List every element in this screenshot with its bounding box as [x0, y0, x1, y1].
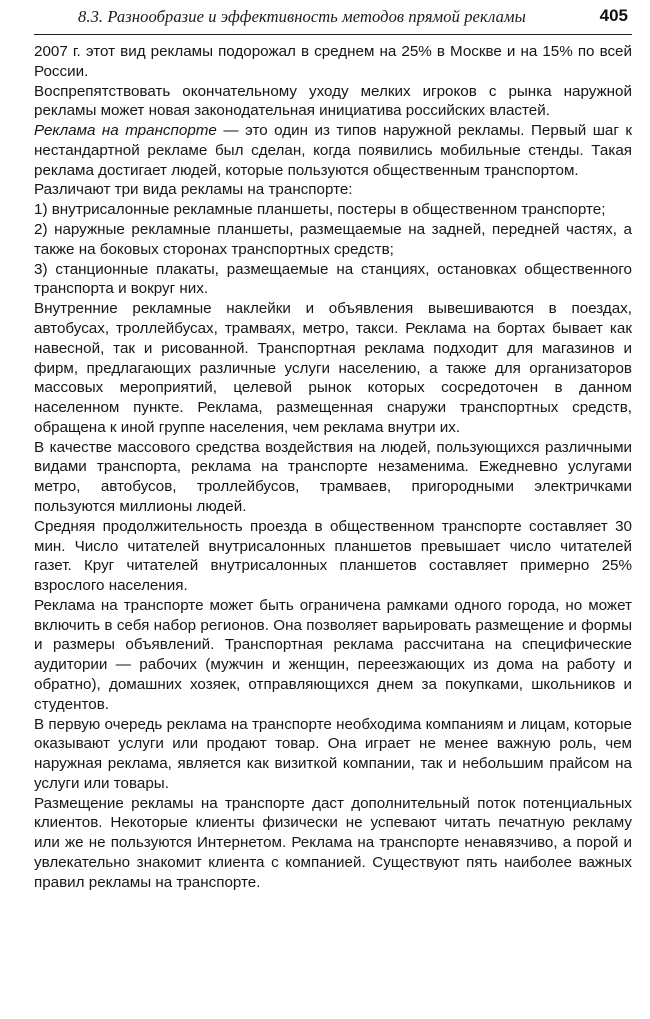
paragraph: [34, 121, 632, 180]
paragraph: Внутренние рекламные наклейки и объявления вывешиваются в поездах, автобусах, троллейбусах, трамваях, метро, такси. Реклама на бортах бывает как навесной, так и рисованной. Транспортная реклама подходит для магазинов и фирм, предлагающих различные услуги населению, а также для организаторов массовых мероприятий, целевой рынок которых сосредоточен в данном населенном пункте. Реклама, размещенная снаружи транспортных средств, обращена к иной группе населения, чем реклама внутри их.: [34, 300, 632, 436]
paragraph-text: — это один из типов наружной рекламы. Первый шаг к нестандартной рекламе был сделан, когда появились мобильные стенды. Такая реклама достигает людей, которые пользуются общественным транспортом.: [34, 122, 632, 179]
paragraph: 2007 г. этот вид рекламы подорожал в среднем на 25% в Москве и на 15% по всей России.: [34, 43, 632, 80]
page-number: 405: [599, 6, 628, 25]
list-item: 1) внутрисалонные рекламные планшеты, постеры в общественном транспорте;: [34, 201, 606, 219]
running-title: 8.3. Разнообразие и эффективность методов прямой рекламы: [78, 7, 526, 26]
paragraph: Различают три вида рекламы на транспорте:: [34, 181, 353, 199]
running-head: [34, 0, 632, 35]
list-item: 2) наружные рекламные планшеты, размещаемые на задней, передней частях, а также на боковых сторонах транспортных средств;: [34, 221, 632, 258]
paragraph: Размещение рекламы на транспорте даст дополнительный поток потенциальных клиентов. Некоторые клиенты физически не успевают читать печатную рекламу или же не пользуются Интернетом. Реклама на транспорте ненавязчиво, а порой и увлекательно знакомит клиента с компанией. Существуют пять наиболее важных правил рекламы на транспорте.: [34, 794, 632, 891]
paragraph: Реклама на транспорте может быть ограничена рамками одного города, но может включить в себя набор регионов. Она позволяет варьировать размещение и формы и размеры объявлений. Транспортная реклама рассчитана на специфические аудитории — рабочих (мужчин и женщин, переезжающих из дома на работу и обратно), домашних хозяек, отправляющихся днем за покупками, школьников и студентов.: [34, 596, 632, 713]
term-lead: Реклама на транспорте: [34, 122, 217, 140]
body-text: [34, 42, 632, 893]
paragraph: В первую очередь реклама на транспорте необходима компаниям и лицам, которые оказывают услуги или продают товар. Она играет не менее важную роль, чем наружная реклама, является как визиткой компании, так и небольшим прайсом на услуги или товары.: [34, 715, 632, 792]
paragraph: Средняя продолжительность проезда в общественном транспорте составляет 30 мин. Число читателей внутрисалонных планшетов превышает число читателей газет. Круг читателей внутрисалонных планшетов составляет примерно 25% взрослого населения.: [34, 517, 632, 595]
paragraph: Воспрепятствовать окончательному уходу мелких игроков с рынка наружной рекламы может новая законодательная инициатива российских властей.: [34, 82, 632, 120]
list-item: 3) станционные плакаты, размещаемые на станциях, остановках общественного транспорта и вокруг них.: [34, 260, 632, 298]
paragraph: В качестве массового средства воздействия на людей, пользующихся различными видами транспорта, реклама на транспорте незаменима. Ежедневно услугами метро, автобусов, троллейбусов, трамваев, пригородными электричками пользуются миллионы людей.: [34, 438, 632, 515]
